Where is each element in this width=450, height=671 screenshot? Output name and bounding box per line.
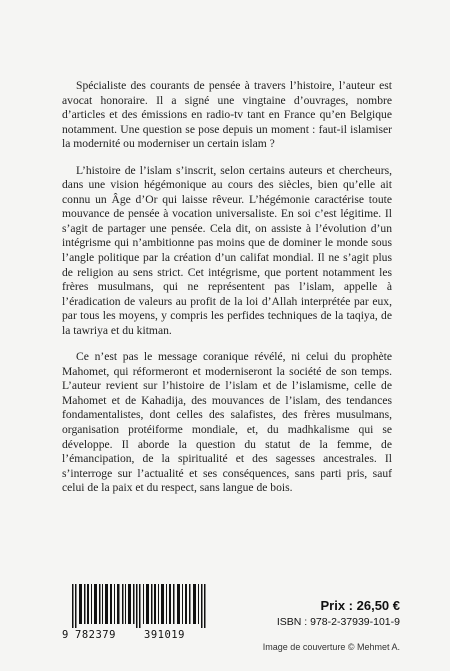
barcode-lead-digit: 9 (62, 629, 69, 641)
isbn-barcode (62, 584, 222, 646)
barcode-group-2: 391019 (144, 629, 185, 641)
paragraph-book-summary: Ce n’est pas le message coranique révélé, ni celui du prophète Mahomet, qui réformeront et moderniseront la société de son temps. L’auteur revient sur l’histoire de l’islam et de l’islamisme, celle de Mahomet et de Kahadija, des mouvances de l’islam, des tendances fondamentalistes, dont celles des salafistes, des frères musulmans, organisation protéiforme mondiale, et, du madhkalisme qui se développe. Il aborde la question du statut de la femme, de l’émancipation, de la spiritualité et des sagesses ancestrales. Il s’interroge sur l’actualité et ses conséquences, sans parti pris, sauf celui de la paix et du respect, sans langue de bois. (62, 350, 392, 495)
isbn-label: ISBN : 978-2-37939-101-9 (276, 616, 400, 628)
cover-image-credit: Image de couverture © Mehmet A. (262, 642, 400, 652)
paragraph-author-bio: Spécialiste des courants de pensée à travers l’histoire, l’auteur est avocat honoraire. Il a signé une vingtaine d’ouvrages, nombre d’articles et des émissions en radio-tv tant en France qu’en Belgique notamment. Une question se pose depuis un moment : faut-il islamiser la modernité ou moderniser un certain islam ? (62, 79, 392, 151)
barcode-bars (70, 584, 220, 628)
paragraph-islam-history: L’histoire de l’islam s’inscrit, selon certains auteurs et chercheurs, dans une vision hégémonique au cours des siècles, bien qu’elle ait connu un Âge d’Or qui laisse rêveur. L’hégémonie caractérise toute mouvance de pensée à vocation universaliste. En soi c’est légitime. Il s’agit de partager une pensée. Cela dit, on assiste à l’évolution d’un intégrisme qui n’ambitionne pas moins que de dominer le monde sous l’angle politique par la création d’un califat mondial. Il ne s’agit plus de religion au sens strict. Cet intégrisme, que portent notamment les frères musulmans, qui ne représentent pas l’islam, appelle à l’éradication de valeurs au profit de la loi d’Allah interprétée par eux, par tous les moyens, y compris les perfides techniques de la taqiya, de la tawriya et du kitman. (62, 163, 392, 337)
barcode-group-1: 782379 (75, 629, 116, 641)
price-info (250, 598, 400, 628)
price-label: Prix : 26,50 € (320, 598, 400, 613)
back-cover-text (62, 79, 392, 508)
